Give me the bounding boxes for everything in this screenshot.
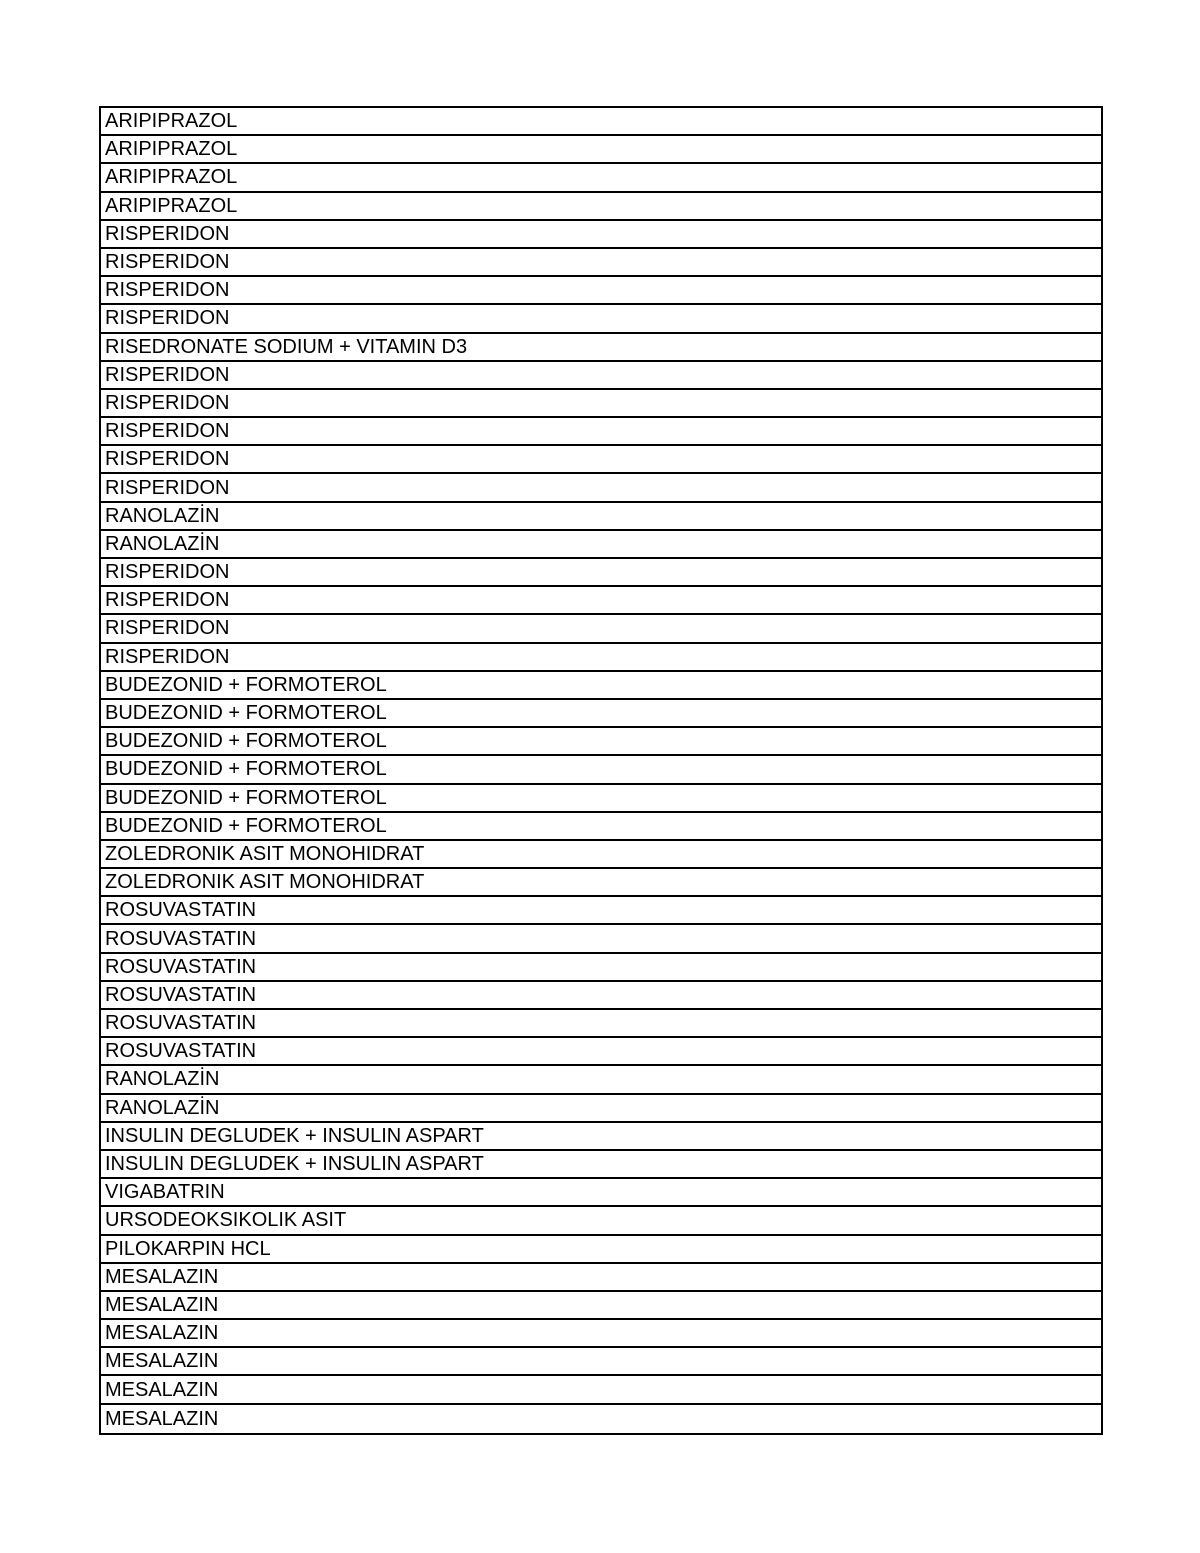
table-row: RISPERIDON [101, 249, 1101, 277]
table-row: RANOLAZİN [101, 503, 1101, 531]
table-row: RISPERIDON [101, 362, 1101, 390]
table-row: ROSUVASTATIN [101, 982, 1101, 1010]
table-row: ARIPIPRAZOL [101, 193, 1101, 221]
table-row: BUDEZONID + FORMOTEROL [101, 756, 1101, 784]
table-row: BUDEZONID + FORMOTEROL [101, 813, 1101, 841]
table-row: RISPERIDON [101, 559, 1101, 587]
table-row: INSULIN DEGLUDEK + INSULIN ASPART [101, 1123, 1101, 1151]
table-row: RISPERIDON [101, 418, 1101, 446]
table-row: RISEDRONATE SODIUM + VITAMIN D3 [101, 334, 1101, 362]
table-row: ARIPIPRAZOL [101, 136, 1101, 164]
table-row: RISPERIDON [101, 446, 1101, 474]
table-row: RISPERIDON [101, 615, 1101, 643]
table-row: RISPERIDON [101, 474, 1101, 502]
table-row: MESALAZIN [105, 1407, 219, 1430]
table-row: MESALAZIN [101, 1292, 1101, 1320]
table-row: RISPERIDON [101, 305, 1101, 333]
table-row: MESALAZIN [101, 1264, 1101, 1292]
table-row: RISPERIDON [101, 390, 1101, 418]
table-row: RISPERIDON [101, 587, 1101, 615]
table-row: BUDEZONID + FORMOTEROL [101, 785, 1101, 813]
table-row: BUDEZONID + FORMOTEROL [101, 728, 1101, 756]
table-row: RISPERIDON [101, 277, 1101, 305]
table-row: URSODEOKSIKOLIK ASIT [101, 1207, 1101, 1235]
table-row: MESALAZIN [101, 1376, 1101, 1404]
table-row: RANOLAZİN [101, 1095, 1101, 1123]
table-row: ARIPIPRAZOL [101, 164, 1101, 192]
table-row: RANOLAZİN [101, 1066, 1101, 1094]
table-row: ZOLEDRONIK ASIT MONOHIDRAT [101, 841, 1101, 869]
table-row: ROSUVASTATIN [101, 925, 1101, 953]
table-row: ARIPIPRAZOL [101, 108, 1101, 136]
table-row: RISPERIDON [101, 644, 1101, 672]
table-row: ZOLEDRONIK ASIT MONOHIDRAT [101, 869, 1101, 897]
table-row: BUDEZONID + FORMOTEROL [101, 672, 1101, 700]
table-row: ROSUVASTATIN [101, 897, 1101, 925]
table-row: MESALAZIN [101, 1320, 1101, 1348]
drug-table [99, 106, 1103, 1435]
table-row: RISPERIDON [101, 221, 1101, 249]
table-row: ROSUVASTATIN [101, 1010, 1101, 1038]
table-row: VIGABATRIN [101, 1179, 1101, 1207]
table-row: MESALAZIN [101, 1348, 1101, 1376]
table-row: RANOLAZİN [101, 531, 1101, 559]
table-row: PILOKARPIN HCL [101, 1236, 1101, 1264]
table-row: ROSUVASTATIN [101, 1038, 1101, 1066]
table-row: INSULIN DEGLUDEK + INSULIN ASPART [101, 1151, 1101, 1179]
table-row: ROSUVASTATIN [101, 954, 1101, 982]
table-row: BUDEZONID + FORMOTEROL [101, 700, 1101, 728]
